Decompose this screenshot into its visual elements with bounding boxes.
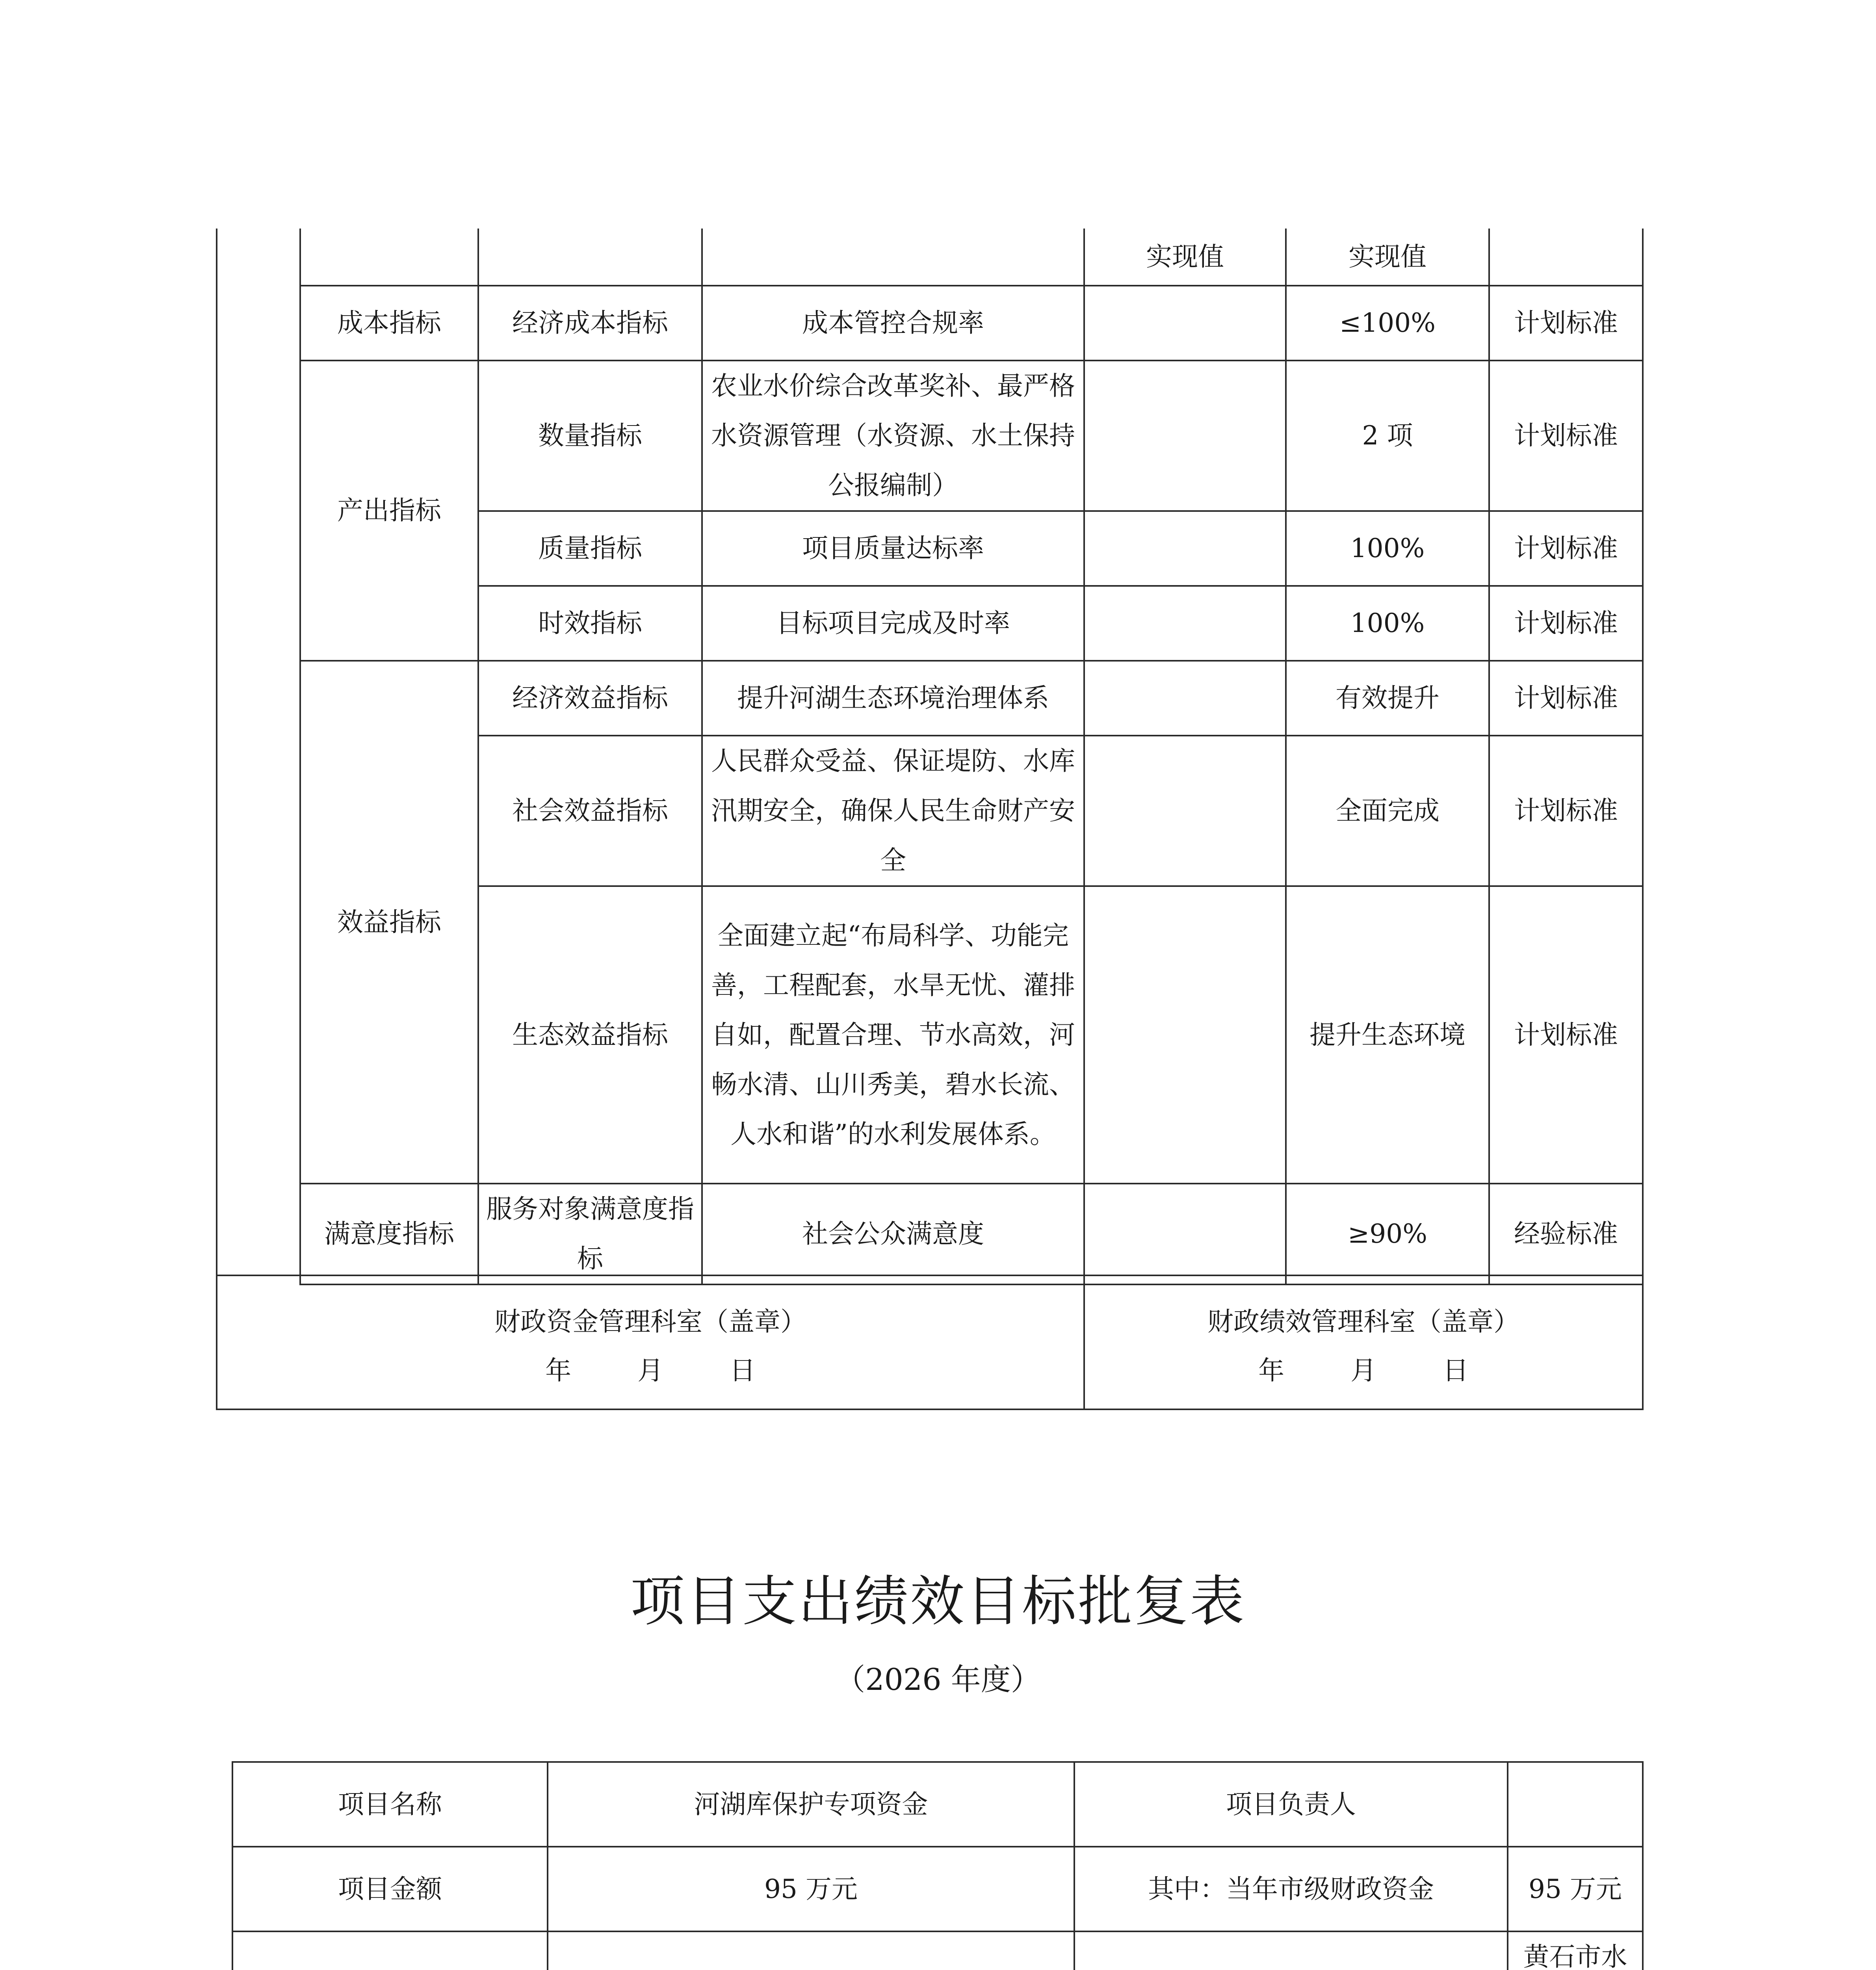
indicator-standard: 经验标准 bbox=[1489, 1184, 1643, 1284]
table-row bbox=[217, 361, 1643, 511]
level2-indicator: 生态效益指标 bbox=[478, 886, 702, 1184]
signature-left bbox=[217, 1275, 1084, 1409]
header-realized-value-2: 实现值 bbox=[1286, 229, 1489, 286]
level3-indicator: 提升河湖生态环境治理体系 bbox=[702, 661, 1084, 736]
level1-indicator: 满意度指标 bbox=[300, 1184, 478, 1284]
level3-indicator: 成本管控合规率 bbox=[702, 286, 1084, 361]
project-amount-value: 95 万元 bbox=[548, 1847, 1074, 1931]
table-row bbox=[232, 1847, 1643, 1931]
level3-indicator: 人民群众受益、保证堤防、水库汛期安全，确保人民生命财产安全 bbox=[702, 736, 1084, 886]
supervising-dept-value bbox=[548, 1931, 1074, 1970]
indicator-target: ≥90% bbox=[1286, 1184, 1489, 1284]
table-row bbox=[232, 1762, 1643, 1847]
supervising-dept-label bbox=[232, 1931, 548, 1970]
level2-indicator: 经济成本指标 bbox=[478, 286, 702, 361]
level2-indicator: 时效指标 bbox=[478, 586, 702, 661]
table-row bbox=[217, 1184, 1643, 1284]
level2-indicator: 服务对象满意度指标 bbox=[478, 1184, 702, 1284]
indicator-standard: 计划标准 bbox=[1489, 511, 1643, 586]
level1-indicator: 产出指标 bbox=[300, 361, 478, 661]
indicator-target: 100% bbox=[1286, 586, 1489, 661]
level1-indicator: 效益指标 bbox=[300, 661, 478, 1184]
level3-indicator: 目标项目完成及时率 bbox=[702, 586, 1084, 661]
finance-performance-office-seal: 财政绩效管理科室（盖章） bbox=[1207, 1307, 1519, 1337]
left-margin-column bbox=[217, 229, 300, 1284]
level1-indicator: 成本指标 bbox=[300, 286, 478, 361]
level2-indicator: 数量指标 bbox=[478, 361, 702, 511]
table-row bbox=[232, 1931, 1643, 1970]
level3-indicator: 项目质量达标率 bbox=[702, 511, 1084, 586]
project-name-value: 河湖库保护专项资金 bbox=[548, 1762, 1074, 1847]
header-realized-value-1: 实现值 bbox=[1084, 229, 1286, 286]
date-line-left: 年 月 日 bbox=[545, 1355, 756, 1386]
signature-block bbox=[216, 1275, 1644, 1410]
indicator-standard: 计划标准 bbox=[1489, 286, 1643, 361]
level2-indicator: 质量指标 bbox=[478, 511, 702, 586]
project-name-label: 项目名称 bbox=[232, 1762, 548, 1847]
indicator-target: 全面完成 bbox=[1286, 736, 1489, 886]
indicator-target: 有效提升 bbox=[1286, 661, 1489, 736]
table-row bbox=[217, 661, 1643, 736]
indicator-standard: 计划标准 bbox=[1489, 736, 1643, 886]
approval-table bbox=[232, 1761, 1644, 1970]
level2-indicator: 社会效益指标 bbox=[478, 736, 702, 886]
level3-indicator: 社会公众满意度 bbox=[702, 1184, 1084, 1284]
signature-right bbox=[1084, 1275, 1643, 1409]
indicator-target: 100% bbox=[1286, 511, 1489, 586]
implementing-unit-value: 黄石市水 bbox=[1508, 1931, 1643, 1970]
indicator-standard: 计划标准 bbox=[1489, 586, 1643, 661]
indicator-target: 提升生态环境 bbox=[1286, 886, 1489, 1184]
municipal-funds-value: 95 万元 bbox=[1508, 1847, 1643, 1931]
finance-fund-office-seal: 财政资金管理科室（盖章） bbox=[494, 1307, 806, 1337]
level3-indicator: 全面建立起“布局科学、功能完善，工程配套，水旱无忧、灌排自如，配置合理、节水高效，河畅水清、山川秀美，碧水长流、人水和谐”的水利发展体系。 bbox=[702, 886, 1084, 1184]
project-leader-label: 项目负责人 bbox=[1074, 1762, 1508, 1847]
indicator-target: ≤100% bbox=[1286, 286, 1489, 361]
page-title: 项目支出绩效目标批复表 bbox=[630, 1570, 1246, 1633]
indicator-standard: 计划标准 bbox=[1489, 661, 1643, 736]
level3-indicator: 农业水价综合改革奖补、最严格水资源管理（水资源、水土保持公报编制） bbox=[702, 361, 1084, 511]
table-row bbox=[217, 286, 1643, 361]
date-line-right: 年 月 日 bbox=[1258, 1355, 1469, 1386]
implementing-unit-label bbox=[1074, 1931, 1508, 1970]
indicator-standard: 计划标准 bbox=[1489, 361, 1643, 511]
indicator-standard: 计划标准 bbox=[1489, 886, 1643, 1184]
indicator-target: 2 项 bbox=[1286, 361, 1489, 511]
page-subtitle: （2026 年度） bbox=[835, 1662, 1041, 1697]
project-leader-value bbox=[1508, 1762, 1643, 1847]
municipal-funds-label: 其中：当年市级财政资金 bbox=[1074, 1847, 1508, 1931]
project-amount-label: 项目金额 bbox=[232, 1847, 548, 1931]
performance-indicator-table-continued bbox=[216, 229, 1644, 1285]
table-header-row bbox=[217, 229, 1643, 286]
level2-indicator: 经济效益指标 bbox=[478, 661, 702, 736]
